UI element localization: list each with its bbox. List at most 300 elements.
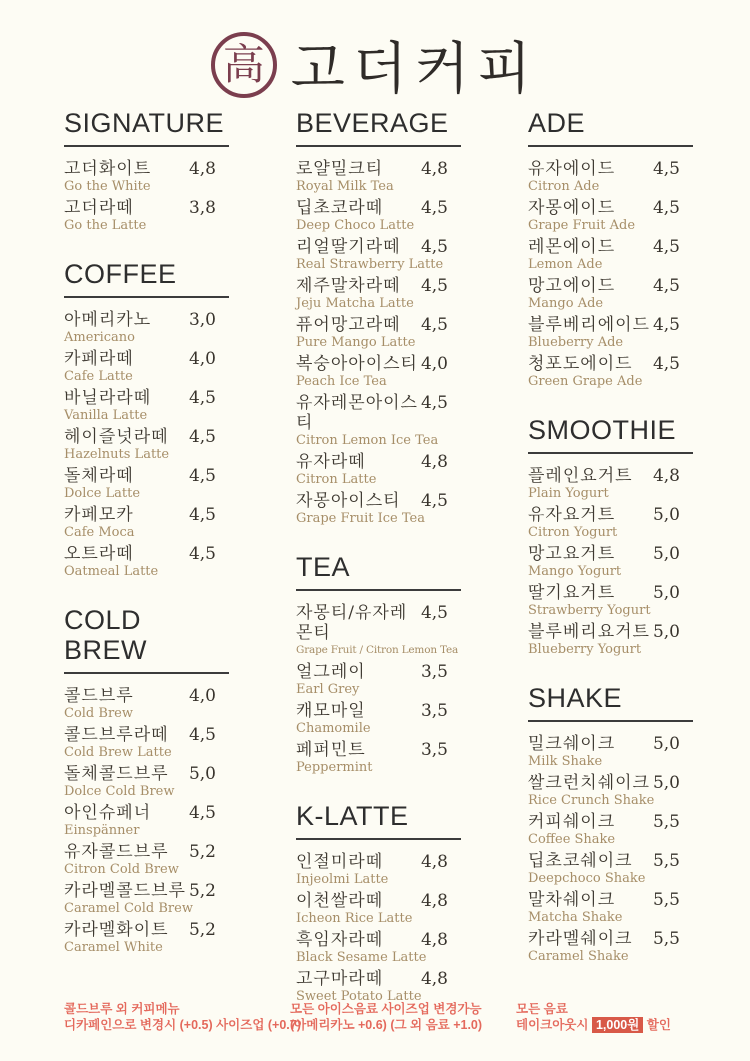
item-name-english: Citron Ade [528,179,600,194]
menu-section [64,259,229,579]
item-price: 4,0 [420,354,448,374]
item-line [296,852,461,872]
item-price: 4,8 [188,159,216,179]
item-line [296,662,461,682]
section-divider [296,838,461,840]
section-divider [296,589,461,591]
item-line [296,603,461,643]
item-name-korean: 카라멜화이트 [64,920,169,940]
item-price: 4,5 [652,159,680,179]
item-name-english: Mango Yogurt [528,564,622,579]
item-name-korean: 커피쉐이크 [528,812,616,832]
item-name-korean: 이천쌀라떼 [296,891,384,911]
menu-item [296,315,461,350]
item-line [296,491,461,511]
menu-item [528,583,693,618]
discount-highlight-badge: 1,000원 [592,1017,643,1033]
section-divider [64,296,229,298]
item-name-english: Deepchoco Shake [528,871,646,886]
item-line [296,315,461,335]
item-price: 5,2 [188,842,216,862]
item-name-korean: 돌체라떼 [64,466,134,486]
item-price: 4,5 [188,388,216,408]
menu-item [528,622,693,657]
section-divider [64,672,229,674]
item-line [64,388,229,408]
menu-column [528,108,693,968]
note-text: (아메리카노 +0.6) (그 외 음료 +1.0) [290,1018,483,1032]
menu-item [528,544,693,579]
item-name-korean: 레몬에이드 [528,237,616,257]
item-name-korean: 리얼딸기라떼 [296,237,401,257]
section-title: TEA [296,552,351,582]
item-line [528,583,693,603]
menu-item [528,159,693,194]
section-title: COFFEE [64,259,177,289]
menu-item [296,852,461,887]
item-name-korean: 블루베리요거트 [528,622,650,642]
item-line [296,930,461,950]
item-name-korean: 헤이즐넛라떼 [64,427,169,447]
footer-note [290,1001,482,1033]
section-item-list [296,852,461,1004]
item-price: 5,2 [188,881,216,901]
item-name-korean: 자몽에이드 [528,198,616,218]
item-name-english: Citron Cold Brew [64,862,179,877]
menu-section [64,605,229,955]
item-line [64,725,229,745]
item-line [528,159,693,179]
item-line [528,929,693,949]
item-price: 4,5 [420,491,448,511]
item-line [528,505,693,525]
item-price: 4,5 [420,276,448,296]
item-price: 5,5 [652,851,680,871]
item-line [64,764,229,784]
item-line [64,466,229,486]
item-price: 5,0 [652,544,680,564]
menu-column [296,108,461,1008]
menu-item [528,929,693,964]
section-title: BEVERAGE [296,108,449,138]
menu-item [296,891,461,926]
menu-columns [0,108,750,1008]
item-name-korean: 캐모마일 [296,701,366,721]
section-title: COLD BREW [64,605,147,665]
menu-item [64,881,229,916]
item-name-korean: 페퍼민트 [296,740,366,760]
item-name-english: Cold Brew Latte [64,745,172,760]
item-name-english: Matcha Shake [528,910,623,925]
item-name-korean: 카라멜쉐이크 [528,929,633,949]
item-price: 5,0 [652,505,680,525]
item-price: 4,5 [188,544,216,564]
menu-item [64,159,229,194]
item-price: 4,5 [420,198,448,218]
item-name-english: Earl Grey [296,682,360,697]
item-price: 5,0 [188,764,216,784]
menu-section [296,108,461,526]
menu-item [296,159,461,194]
item-price: 4,5 [420,237,448,257]
item-line [528,773,693,793]
item-name-korean: 오트라떼 [64,544,134,564]
item-price: 4,5 [420,393,448,413]
section-divider [528,452,693,454]
menu-section [296,552,461,775]
item-price: 3,5 [420,662,448,682]
menu-section [528,108,693,389]
item-name-english: Strawberry Yogurt [528,603,651,618]
item-line [64,198,229,218]
item-line [64,686,229,706]
item-price: 4,5 [188,803,216,823]
item-name-korean: 망고요거트 [528,544,616,564]
item-line [528,851,693,871]
item-line [64,544,229,564]
item-name-korean: 복숭아아이스티 [296,354,418,374]
item-name-english: Chamomile [296,721,371,736]
item-name-korean: 블루베리에이드 [528,315,650,335]
item-name-korean: 제주말차라떼 [296,276,401,296]
item-name-english: Einspänner [64,823,140,838]
item-name-korean: 말차쉐이크 [528,890,616,910]
menu-section [528,415,693,657]
menu-item [296,969,461,1004]
item-name-english: Caramel White [64,940,163,955]
item-price: 5,0 [652,622,680,642]
page-title: 고더커피 [290,37,540,102]
section-title: K-LATTE [296,801,409,831]
item-price: 4,8 [420,852,448,872]
menu-item [64,349,229,384]
item-line [64,842,229,862]
section-title: SIGNATURE [64,108,225,138]
item-name-english: Cafe Moca [64,525,135,540]
item-line [296,393,461,433]
item-name-korean: 아메리카노 [64,310,152,330]
menu-item [64,764,229,799]
item-line [528,466,693,486]
menu-item [296,662,461,697]
item-name-korean: 퓨어망고라떼 [296,315,401,335]
menu-item [528,734,693,769]
item-name-english: Go the White [64,179,151,194]
item-name-korean: 딥초코라떼 [296,198,384,218]
footer-note [516,1001,671,1033]
item-line [296,891,461,911]
item-name-korean: 딸기요거트 [528,583,616,603]
menu-item [528,851,693,886]
note-line1: 모든 음료 [516,1002,568,1016]
item-name-english: Injeolmi Latte [296,872,389,887]
item-name-english: Grape Fruit / Citron Lemon Tea [296,644,459,656]
item-name-korean: 아인슈페너 [64,803,152,823]
item-name-korean: 자몽티/유자레몬티 [296,603,408,643]
item-line [64,427,229,447]
item-price: 4,5 [188,427,216,447]
item-name-korean: 고더라떼 [64,198,134,218]
item-name-korean: 밀크쉐이크 [528,734,616,754]
menu-item [296,603,461,658]
item-line [296,276,461,296]
section-item-list [64,159,229,233]
item-name-english: Lemon Ade [528,257,603,272]
item-name-english: Caramel Shake [528,949,629,964]
item-name-korean: 카라멜콜드브루 [64,881,186,901]
menu-item [64,725,229,760]
item-price: 3,0 [188,310,216,330]
menu-item [296,198,461,233]
item-price: 4,0 [188,349,216,369]
item-name-korean: 쌀크런치쉐이크 [528,773,650,793]
item-price: 5,0 [652,734,680,754]
menu-section [64,108,229,233]
item-name-korean: 플레인요거트 [528,466,633,486]
item-price: 4,5 [652,354,680,374]
footer-note [64,1001,301,1033]
item-name-english: Sweet Potato Latte [296,989,422,1004]
item-name-english: Green Grape Ade [528,374,643,389]
item-price: 4,5 [420,603,448,623]
item-name-korean: 로얄밀크티 [296,159,384,179]
item-name-korean: 유자요거트 [528,505,616,525]
item-price: 4,5 [652,237,680,257]
menu-item [528,773,693,808]
item-name-english: Deep Choco Latte [296,218,415,233]
menu-item [296,491,461,526]
note-text: 테이크아웃시 [516,1018,592,1032]
menu-item [64,198,229,233]
item-line [528,890,693,910]
section-title: SMOOTHIE [528,415,677,445]
menu-header [0,0,750,104]
item-name-english: Cold Brew [64,706,133,721]
item-name-korean: 카페라떼 [64,349,134,369]
item-line [296,159,461,179]
item-name-english: Blueberry Yogurt [528,642,642,657]
item-name-korean: 유자라떼 [296,452,366,472]
item-line [528,622,693,642]
item-price: 4,8 [652,466,680,486]
item-line [296,701,461,721]
section-item-list [296,603,461,775]
section-divider [528,720,693,722]
item-price: 5,5 [652,929,680,949]
menu-item [64,310,229,345]
item-price: 4,5 [188,466,216,486]
item-price: 4,5 [652,276,680,296]
item-name-korean: 유자콜드브루 [64,842,169,862]
item-line [64,803,229,823]
item-name-english: Vanilla Latte [64,408,148,423]
item-price: 4,5 [188,505,216,525]
item-line [296,237,461,257]
item-name-english: Mango Ade [528,296,604,311]
item-name-english: Milk Shake [528,754,603,769]
item-line [528,354,693,374]
section-title: SHAKE [528,683,623,713]
item-price: 5,5 [652,890,680,910]
item-name-english: Citron Latte [296,472,377,487]
menu-item [296,354,461,389]
item-price: 4,8 [420,891,448,911]
section-item-list [528,466,693,657]
item-line [64,881,229,901]
note-line2 [290,1017,482,1033]
item-name-korean: 자몽아이스티 [296,491,401,511]
item-line [528,198,693,218]
item-name-english: Coffee Shake [528,832,616,847]
section-divider [64,145,229,147]
item-line [64,349,229,369]
item-name-english: Plain Yogurt [528,486,609,501]
section-title: ADE [528,108,586,138]
section-item-list [528,159,693,389]
item-line [64,159,229,179]
item-name-english: Grape Fruit Ade [528,218,636,233]
note-line1: 모든 아이스음료 사이즈업 변경가능 [290,1002,482,1016]
menu-item [528,466,693,501]
menu-item [296,740,461,775]
section-item-list [528,734,693,964]
item-line [528,315,693,335]
note-line1: 콜드브루 외 커피메뉴 [64,1002,180,1016]
menu-section [528,683,693,964]
item-name-english: Pure Mango Latte [296,335,416,350]
item-price: 3,5 [420,701,448,721]
item-price: 4,5 [420,315,448,335]
item-price: 4,0 [188,686,216,706]
menu-item [64,505,229,540]
item-line [528,544,693,564]
item-line [296,354,461,374]
menu-item [64,920,229,955]
menu-item [528,505,693,540]
item-name-english: Oatmeal Latte [64,564,159,579]
item-price: 3,8 [188,198,216,218]
item-line [296,740,461,760]
section-item-list [64,310,229,579]
menu-column [64,108,229,959]
item-name-english: Black Sesame Latte [296,950,427,965]
item-name-english: Cafe Latte [64,369,133,384]
menu-item [64,544,229,579]
item-name-english: Royal Milk Tea [296,179,394,194]
item-name-english: Dolce Cold Brew [64,784,175,799]
item-name-english: Icheon Rice Latte [296,911,413,926]
menu-item [296,452,461,487]
item-name-english: Hazelnuts Latte [64,447,170,462]
item-name-english: Blueberry Ade [528,335,624,350]
item-name-korean: 콜드브루 [64,686,134,706]
menu-item [528,198,693,233]
item-name-korean: 유자에이드 [528,159,616,179]
item-name-korean: 딥초코쉐이크 [528,851,633,871]
menu-section [296,801,461,1004]
item-line [528,237,693,257]
item-name-english: Grape Fruit Ice Tea [296,511,425,526]
item-name-korean: 콜드브루라떼 [64,725,169,745]
item-name-korean: 고구마라떼 [296,969,384,989]
item-name-english: Rice Crunch Shake [528,793,655,808]
menu-item [64,842,229,877]
menu-item [64,803,229,838]
item-name-english: Citron Lemon Ice Tea [296,433,439,448]
note-text: 디카페인으로 변경시 (+0.5) 사이즈업 (+0.7) [64,1018,301,1032]
menu-item [528,315,693,350]
note-line2 [64,1017,301,1033]
item-price: 3,5 [420,740,448,760]
item-name-korean: 고더화이트 [64,159,152,179]
menu-item [64,686,229,721]
section-item-list [296,159,461,526]
item-price: 4,8 [420,930,448,950]
item-price: 5,2 [188,920,216,940]
item-price: 4,5 [652,315,680,335]
note-line2 [516,1017,671,1033]
menu-item [64,466,229,501]
item-line [296,452,461,472]
menu-item [296,237,461,272]
item-name-english: Caramel Cold Brew [64,901,193,916]
section-item-list [64,686,229,955]
item-name-english: Dolce Latte [64,486,141,501]
item-name-english: Citron Yogurt [528,525,618,540]
item-name-korean: 망고에이드 [528,276,616,296]
item-price: 4,5 [188,725,216,745]
item-line [528,812,693,832]
item-line [64,505,229,525]
menu-item [528,354,693,389]
item-price: 4,8 [420,452,448,472]
section-divider [528,145,693,147]
menu-item [64,388,229,423]
item-price: 4,8 [420,969,448,989]
item-line [528,734,693,754]
item-price: 4,5 [652,198,680,218]
brand-seal-icon [211,32,277,98]
item-name-korean: 얼그레이 [296,662,366,682]
menu-item [296,930,461,965]
note-text: 할인 [643,1018,671,1032]
item-name-english: Americano [64,330,136,345]
item-name-korean: 돌체콜드브루 [64,764,169,784]
item-name-korean: 청포도에이드 [528,354,633,374]
item-name-english: Go the Latte [64,218,147,233]
menu-item [528,890,693,925]
menu-item [64,427,229,462]
item-name-english: Peppermint [296,760,373,775]
menu-item [296,701,461,736]
item-line [296,198,461,218]
seal-glyph: 高 [222,40,265,89]
footer-notes [0,1001,750,1045]
menu-item [528,812,693,847]
item-line [64,920,229,940]
item-line [64,310,229,330]
item-name-korean: 유자레몬아이스티 [296,393,418,433]
item-name-english: Peach Ice Tea [296,374,387,389]
menu-item [528,276,693,311]
item-line [296,969,461,989]
item-price: 5,5 [652,812,680,832]
item-price: 4,8 [420,159,448,179]
item-name-korean: 인절미라떼 [296,852,384,872]
item-name-english: Jeju Matcha Latte [296,296,414,311]
item-price: 5,0 [652,773,680,793]
item-price: 5,0 [652,583,680,603]
